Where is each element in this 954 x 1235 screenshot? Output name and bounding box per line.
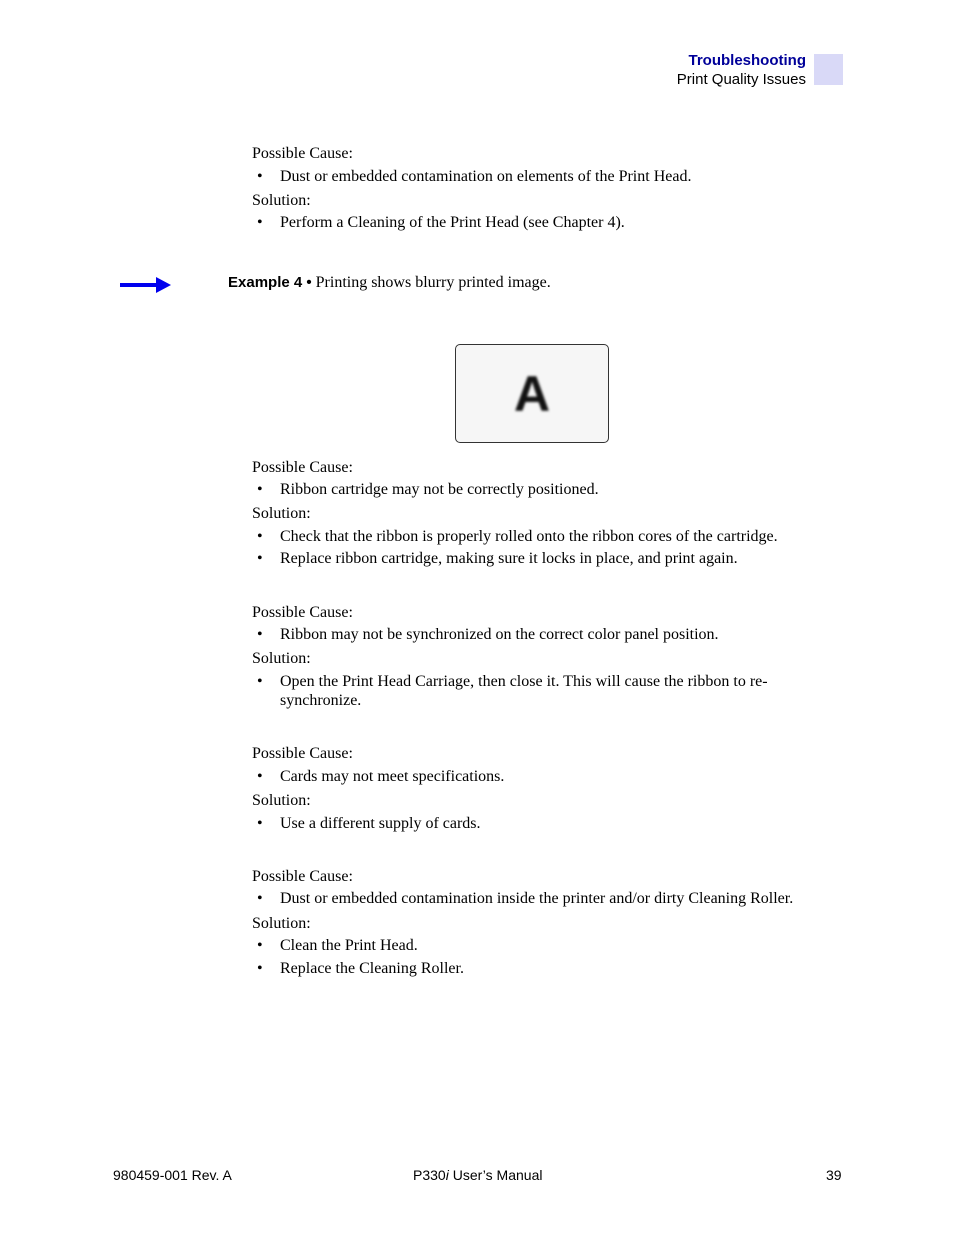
bullet: • — [257, 768, 263, 785]
solution-label: Solution: — [252, 650, 311, 667]
cause-item: Ribbon may not be synchronized on the correct color panel position. — [280, 626, 719, 643]
bullet: • — [257, 815, 263, 832]
solution-item: Check that the ribbon is properly rolled onto the ribbon cores of the cartridge. — [280, 528, 778, 545]
cause-label: Possible Cause: — [252, 604, 353, 621]
chapter-tab — [814, 54, 843, 85]
solution-label: Solution: — [252, 915, 311, 932]
cause-item: Ribbon cartridge may not be correctly positioned. — [280, 481, 599, 498]
subsection-title: Print Quality Issues — [676, 71, 806, 88]
bullet: • — [257, 937, 263, 954]
bullet: • — [257, 168, 263, 185]
bullet: • — [257, 673, 263, 690]
solution-item: Use a different supply of cards. — [280, 815, 481, 832]
example-label: Example 4 • — [228, 274, 312, 291]
solution-label: Solution: — [252, 505, 311, 522]
bullet: • — [257, 960, 263, 977]
blurry-sample-image — [455, 344, 609, 443]
doc-number: 980459-001 Rev. A — [113, 1167, 232, 1183]
example-text: Printing shows blurry printed image. — [315, 274, 551, 291]
cause-label: Possible Cause: — [252, 459, 353, 476]
section-title: Troubleshooting — [688, 52, 806, 69]
sample-letter: A — [513, 366, 551, 422]
solution-item: Replace the Cleaning Roller. — [280, 960, 464, 977]
bullet: • — [257, 481, 263, 498]
solution-item: Perform a Cleaning of the Print Head (see Chapter 4). — [280, 214, 625, 231]
bullet: • — [257, 528, 263, 545]
cause-label: Possible Cause: — [252, 145, 353, 162]
cause-label: Possible Cause: — [252, 868, 353, 885]
arrow-right-icon — [120, 276, 172, 294]
solution-item: Clean the Print Head. — [280, 937, 418, 954]
solution-item: Open the Print Head Carriage, then close it. This will cause the ribbon to re- — [280, 673, 768, 690]
cause-item: Cards may not meet specifications. — [280, 768, 505, 785]
bullet: • — [257, 550, 263, 567]
manual-title-prefix: P330 — [413, 1167, 446, 1183]
solution-label: Solution: — [252, 192, 311, 209]
bullet: • — [257, 890, 263, 907]
page-number: 39 — [826, 1167, 842, 1183]
solution-item: Replace ribbon cartridge, making sure it locks in place, and print again. — [280, 550, 738, 567]
solution-label: Solution: — [252, 792, 311, 809]
cause-label: Possible Cause: — [252, 745, 353, 762]
bullet: • — [257, 214, 263, 231]
bullet: • — [257, 626, 263, 643]
cause-item: Dust or embedded contamination inside the printer and/or dirty Cleaning Roller. — [280, 890, 794, 907]
manual-title-italic: i — [445, 1167, 449, 1183]
manual-title — [413, 1167, 542, 1183]
example-caption — [228, 274, 551, 292]
manual-title-suffix: User’s Manual — [448, 1167, 543, 1183]
cause-item: Dust or embedded contamination on elements of the Print Head. — [280, 168, 692, 185]
solution-item-continued: synchronize. — [280, 692, 362, 709]
